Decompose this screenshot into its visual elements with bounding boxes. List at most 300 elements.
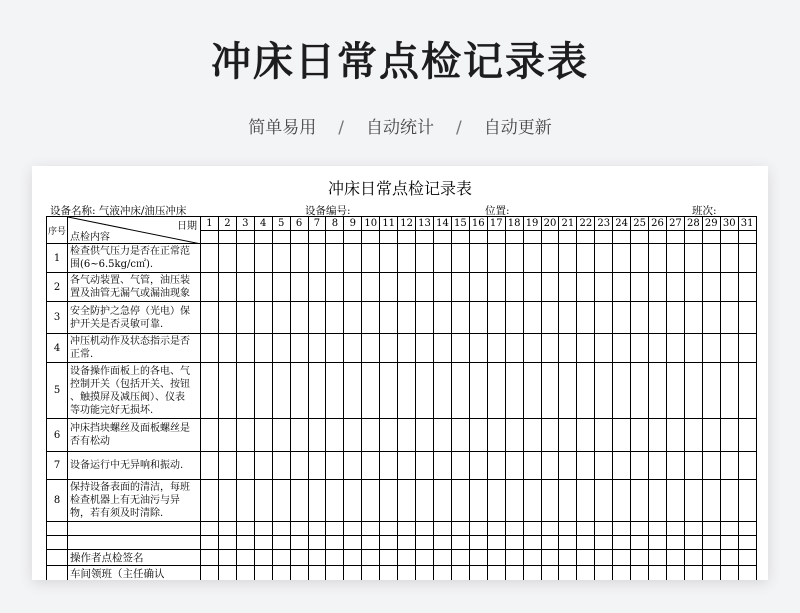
sign-cell[interactable]: [433, 550, 451, 566]
check-cell[interactable]: [649, 536, 667, 550]
check-cell[interactable]: [595, 363, 613, 419]
check-cell[interactable]: [577, 452, 595, 480]
check-cell[interactable]: [469, 452, 487, 480]
check-cell[interactable]: [451, 480, 469, 522]
check-cell[interactable]: [684, 363, 702, 419]
check-cell[interactable]: [344, 244, 362, 273]
check-cell[interactable]: [541, 273, 559, 302]
check-cell[interactable]: [218, 480, 236, 522]
check-cell[interactable]: [272, 244, 290, 273]
check-cell[interactable]: [684, 536, 702, 550]
check-cell[interactable]: [577, 334, 595, 363]
check-cell[interactable]: [236, 452, 254, 480]
check-cell[interactable]: [666, 273, 684, 302]
check-cell[interactable]: [201, 302, 219, 334]
check-cell[interactable]: [272, 480, 290, 522]
check-cell[interactable]: [577, 480, 595, 522]
check-cell[interactable]: [738, 522, 756, 536]
check-cell[interactable]: [666, 302, 684, 334]
check-cell[interactable]: [720, 273, 738, 302]
check-cell[interactable]: [362, 302, 380, 334]
sign-cell[interactable]: [469, 550, 487, 566]
check-cell[interactable]: [201, 244, 219, 273]
check-cell[interactable]: [666, 452, 684, 480]
check-cell[interactable]: [469, 536, 487, 550]
check-cell[interactable]: [201, 452, 219, 480]
sign-cell[interactable]: [398, 566, 416, 581]
check-cell[interactable]: [738, 536, 756, 550]
sign-cell[interactable]: [738, 550, 756, 566]
sign-cell[interactable]: [433, 566, 451, 581]
check-cell[interactable]: [254, 480, 272, 522]
check-cell[interactable]: [649, 302, 667, 334]
sign-cell[interactable]: [738, 566, 756, 581]
check-cell[interactable]: [720, 363, 738, 419]
check-cell[interactable]: [433, 273, 451, 302]
check-cell[interactable]: [684, 480, 702, 522]
sign-cell[interactable]: [254, 550, 272, 566]
check-cell[interactable]: [649, 363, 667, 419]
check-cell[interactable]: [469, 363, 487, 419]
sign-cell[interactable]: [559, 550, 577, 566]
check-cell[interactable]: [451, 419, 469, 452]
sign-cell[interactable]: [362, 566, 380, 581]
check-cell[interactable]: [344, 522, 362, 536]
sign-cell[interactable]: [201, 566, 219, 581]
check-cell[interactable]: [398, 480, 416, 522]
check-cell[interactable]: [272, 302, 290, 334]
check-cell[interactable]: [702, 302, 720, 334]
check-cell[interactable]: [577, 522, 595, 536]
check-cell[interactable]: [451, 302, 469, 334]
check-cell[interactable]: [308, 419, 326, 452]
check-cell[interactable]: [487, 536, 505, 550]
check-cell[interactable]: [613, 334, 631, 363]
check-cell[interactable]: [201, 334, 219, 363]
check-cell[interactable]: [433, 302, 451, 334]
check-cell[interactable]: [738, 334, 756, 363]
check-cell[interactable]: [236, 363, 254, 419]
check-cell[interactable]: [487, 334, 505, 363]
check-cell[interactable]: [684, 244, 702, 273]
check-cell[interactable]: [505, 334, 523, 363]
check-cell[interactable]: [398, 452, 416, 480]
check-cell[interactable]: [559, 302, 577, 334]
check-cell[interactable]: [631, 419, 649, 452]
check-cell[interactable]: [487, 452, 505, 480]
check-cell[interactable]: [433, 536, 451, 550]
check-cell[interactable]: [684, 522, 702, 536]
sign-cell[interactable]: [451, 550, 469, 566]
check-cell[interactable]: [559, 480, 577, 522]
check-cell[interactable]: [218, 536, 236, 550]
check-cell[interactable]: [720, 334, 738, 363]
check-cell[interactable]: [416, 480, 434, 522]
check-cell[interactable]: [738, 273, 756, 302]
check-cell[interactable]: [702, 480, 720, 522]
check-cell[interactable]: [308, 480, 326, 522]
check-cell[interactable]: [344, 452, 362, 480]
check-cell[interactable]: [631, 273, 649, 302]
sign-cell[interactable]: [523, 566, 541, 581]
sign-cell[interactable]: [505, 550, 523, 566]
check-cell[interactable]: [433, 334, 451, 363]
check-cell[interactable]: [254, 302, 272, 334]
check-cell[interactable]: [487, 302, 505, 334]
check-cell[interactable]: [254, 363, 272, 419]
check-cell[interactable]: [523, 536, 541, 550]
check-cell[interactable]: [613, 536, 631, 550]
check-cell[interactable]: [398, 522, 416, 536]
check-cell[interactable]: [416, 273, 434, 302]
sign-cell[interactable]: [595, 566, 613, 581]
check-cell[interactable]: [577, 419, 595, 452]
sign-cell[interactable]: [577, 566, 595, 581]
sign-cell[interactable]: [523, 550, 541, 566]
check-cell[interactable]: [236, 480, 254, 522]
check-cell[interactable]: [559, 363, 577, 419]
check-cell[interactable]: [505, 363, 523, 419]
check-cell[interactable]: [326, 302, 344, 334]
check-cell[interactable]: [236, 522, 254, 536]
sign-cell[interactable]: [308, 550, 326, 566]
check-cell[interactable]: [308, 363, 326, 419]
check-cell[interactable]: [290, 522, 308, 536]
check-cell[interactable]: [505, 419, 523, 452]
check-cell[interactable]: [505, 536, 523, 550]
check-cell[interactable]: [631, 302, 649, 334]
check-cell[interactable]: [272, 363, 290, 419]
sign-cell[interactable]: [326, 550, 344, 566]
check-cell[interactable]: [416, 419, 434, 452]
check-cell[interactable]: [523, 244, 541, 273]
check-cell[interactable]: [523, 419, 541, 452]
check-cell[interactable]: [613, 452, 631, 480]
check-cell[interactable]: [380, 244, 398, 273]
sign-cell[interactable]: [308, 566, 326, 581]
check-cell[interactable]: [541, 244, 559, 273]
check-cell[interactable]: [702, 334, 720, 363]
check-cell[interactable]: [595, 452, 613, 480]
check-cell[interactable]: [290, 273, 308, 302]
check-cell[interactable]: [254, 522, 272, 536]
check-cell[interactable]: [380, 452, 398, 480]
check-cell[interactable]: [416, 244, 434, 273]
check-cell[interactable]: [308, 334, 326, 363]
check-cell[interactable]: [541, 452, 559, 480]
check-cell[interactable]: [505, 244, 523, 273]
sign-cell[interactable]: [631, 566, 649, 581]
check-cell[interactable]: [559, 334, 577, 363]
check-cell[interactable]: [451, 536, 469, 550]
check-cell[interactable]: [254, 419, 272, 452]
check-cell[interactable]: [380, 522, 398, 536]
check-cell[interactable]: [344, 536, 362, 550]
sign-cell[interactable]: [344, 550, 362, 566]
check-cell[interactable]: [398, 302, 416, 334]
check-cell[interactable]: [613, 244, 631, 273]
check-cell[interactable]: [236, 273, 254, 302]
check-cell[interactable]: [487, 273, 505, 302]
sign-cell[interactable]: [272, 550, 290, 566]
check-cell[interactable]: [631, 363, 649, 419]
check-cell[interactable]: [398, 363, 416, 419]
check-cell[interactable]: [451, 363, 469, 419]
check-cell[interactable]: [559, 536, 577, 550]
check-cell[interactable]: [272, 419, 290, 452]
check-cell[interactable]: [595, 244, 613, 273]
check-cell[interactable]: [487, 419, 505, 452]
check-cell[interactable]: [433, 480, 451, 522]
check-cell[interactable]: [523, 334, 541, 363]
check-cell[interactable]: [416, 363, 434, 419]
check-cell[interactable]: [380, 480, 398, 522]
sign-cell[interactable]: [702, 566, 720, 581]
check-cell[interactable]: [469, 334, 487, 363]
sign-cell[interactable]: [469, 566, 487, 581]
sign-cell[interactable]: [416, 566, 434, 581]
check-cell[interactable]: [362, 334, 380, 363]
check-cell[interactable]: [290, 334, 308, 363]
check-cell[interactable]: [218, 273, 236, 302]
check-cell[interactable]: [666, 536, 684, 550]
check-cell[interactable]: [631, 452, 649, 480]
sign-cell[interactable]: [666, 550, 684, 566]
check-cell[interactable]: [362, 522, 380, 536]
check-cell[interactable]: [290, 244, 308, 273]
check-cell[interactable]: [380, 273, 398, 302]
check-cell[interactable]: [433, 522, 451, 536]
check-cell[interactable]: [218, 363, 236, 419]
check-cell[interactable]: [720, 302, 738, 334]
check-cell[interactable]: [631, 334, 649, 363]
check-cell[interactable]: [380, 536, 398, 550]
check-cell[interactable]: [469, 480, 487, 522]
check-cell[interactable]: [702, 244, 720, 273]
check-cell[interactable]: [416, 302, 434, 334]
check-cell[interactable]: [218, 452, 236, 480]
check-cell[interactable]: [523, 302, 541, 334]
check-cell[interactable]: [218, 302, 236, 334]
sign-cell[interactable]: [236, 550, 254, 566]
sign-cell[interactable]: [684, 566, 702, 581]
check-cell[interactable]: [451, 273, 469, 302]
check-cell[interactable]: [649, 419, 667, 452]
check-cell[interactable]: [559, 273, 577, 302]
check-cell[interactable]: [684, 452, 702, 480]
check-cell[interactable]: [577, 363, 595, 419]
check-cell[interactable]: [201, 536, 219, 550]
check-cell[interactable]: [649, 334, 667, 363]
check-cell[interactable]: [326, 522, 344, 536]
check-cell[interactable]: [344, 480, 362, 522]
check-cell[interactable]: [236, 244, 254, 273]
sign-cell[interactable]: [649, 566, 667, 581]
check-cell[interactable]: [523, 363, 541, 419]
check-cell[interactable]: [523, 522, 541, 536]
check-cell[interactable]: [380, 419, 398, 452]
sign-cell[interactable]: [416, 550, 434, 566]
sign-cell[interactable]: [505, 566, 523, 581]
check-cell[interactable]: [595, 480, 613, 522]
check-cell[interactable]: [236, 419, 254, 452]
check-cell[interactable]: [362, 536, 380, 550]
check-cell[interactable]: [702, 363, 720, 419]
check-cell[interactable]: [649, 452, 667, 480]
check-cell[interactable]: [666, 363, 684, 419]
check-cell[interactable]: [702, 273, 720, 302]
check-cell[interactable]: [720, 419, 738, 452]
sign-cell[interactable]: [380, 566, 398, 581]
check-cell[interactable]: [272, 522, 290, 536]
check-cell[interactable]: [344, 419, 362, 452]
check-cell[interactable]: [272, 536, 290, 550]
check-cell[interactable]: [398, 244, 416, 273]
check-cell[interactable]: [218, 334, 236, 363]
check-cell[interactable]: [344, 363, 362, 419]
check-cell[interactable]: [613, 363, 631, 419]
check-cell[interactable]: [326, 480, 344, 522]
check-cell[interactable]: [720, 522, 738, 536]
check-cell[interactable]: [559, 244, 577, 273]
sign-cell[interactable]: [451, 566, 469, 581]
check-cell[interactable]: [666, 419, 684, 452]
check-cell[interactable]: [362, 363, 380, 419]
check-cell[interactable]: [433, 363, 451, 419]
check-cell[interactable]: [433, 419, 451, 452]
check-cell[interactable]: [595, 302, 613, 334]
check-cell[interactable]: [613, 522, 631, 536]
check-cell[interactable]: [218, 419, 236, 452]
check-cell[interactable]: [326, 363, 344, 419]
check-cell[interactable]: [631, 522, 649, 536]
check-cell[interactable]: [362, 452, 380, 480]
check-cell[interactable]: [595, 334, 613, 363]
check-cell[interactable]: [487, 522, 505, 536]
check-cell[interactable]: [523, 480, 541, 522]
check-cell[interactable]: [254, 452, 272, 480]
check-cell[interactable]: [702, 536, 720, 550]
check-cell[interactable]: [469, 273, 487, 302]
sign-cell[interactable]: [684, 550, 702, 566]
sign-cell[interactable]: [218, 550, 236, 566]
sign-cell[interactable]: [631, 550, 649, 566]
check-cell[interactable]: [613, 302, 631, 334]
check-cell[interactable]: [362, 273, 380, 302]
check-cell[interactable]: [290, 480, 308, 522]
check-cell[interactable]: [326, 334, 344, 363]
check-cell[interactable]: [272, 273, 290, 302]
sign-cell[interactable]: [577, 550, 595, 566]
check-cell[interactable]: [702, 419, 720, 452]
check-cell[interactable]: [308, 536, 326, 550]
sign-cell[interactable]: [613, 566, 631, 581]
check-cell[interactable]: [201, 522, 219, 536]
check-cell[interactable]: [469, 302, 487, 334]
check-cell[interactable]: [290, 419, 308, 452]
check-cell[interactable]: [541, 302, 559, 334]
check-cell[interactable]: [487, 244, 505, 273]
check-cell[interactable]: [201, 419, 219, 452]
check-cell[interactable]: [541, 536, 559, 550]
check-cell[interactable]: [201, 363, 219, 419]
check-cell[interactable]: [326, 419, 344, 452]
check-cell[interactable]: [595, 419, 613, 452]
check-cell[interactable]: [720, 536, 738, 550]
sign-cell[interactable]: [380, 550, 398, 566]
check-cell[interactable]: [702, 522, 720, 536]
check-cell[interactable]: [613, 419, 631, 452]
sign-cell[interactable]: [254, 566, 272, 581]
check-cell[interactable]: [416, 452, 434, 480]
check-cell[interactable]: [738, 452, 756, 480]
sign-cell[interactable]: [326, 566, 344, 581]
check-cell[interactable]: [505, 480, 523, 522]
check-cell[interactable]: [290, 452, 308, 480]
check-cell[interactable]: [649, 480, 667, 522]
check-cell[interactable]: [541, 480, 559, 522]
sign-cell[interactable]: [201, 550, 219, 566]
check-cell[interactable]: [720, 244, 738, 273]
check-cell[interactable]: [272, 334, 290, 363]
check-cell[interactable]: [649, 273, 667, 302]
sign-cell[interactable]: [236, 566, 254, 581]
check-cell[interactable]: [684, 302, 702, 334]
sign-cell[interactable]: [666, 566, 684, 581]
check-cell[interactable]: [380, 302, 398, 334]
check-cell[interactable]: [308, 244, 326, 273]
check-cell[interactable]: [523, 273, 541, 302]
check-cell[interactable]: [541, 419, 559, 452]
check-cell[interactable]: [487, 480, 505, 522]
check-cell[interactable]: [308, 452, 326, 480]
sign-cell[interactable]: [487, 550, 505, 566]
check-cell[interactable]: [649, 522, 667, 536]
check-cell[interactable]: [451, 244, 469, 273]
check-cell[interactable]: [272, 452, 290, 480]
check-cell[interactable]: [344, 334, 362, 363]
check-cell[interactable]: [666, 522, 684, 536]
check-cell[interactable]: [577, 302, 595, 334]
check-cell[interactable]: [559, 419, 577, 452]
check-cell[interactable]: [738, 419, 756, 452]
sign-cell[interactable]: [541, 550, 559, 566]
check-cell[interactable]: [326, 273, 344, 302]
check-cell[interactable]: [505, 273, 523, 302]
check-cell[interactable]: [541, 522, 559, 536]
check-cell[interactable]: [523, 452, 541, 480]
sign-cell[interactable]: [290, 566, 308, 581]
check-cell[interactable]: [505, 302, 523, 334]
check-cell[interactable]: [254, 244, 272, 273]
check-cell[interactable]: [344, 302, 362, 334]
check-cell[interactable]: [577, 244, 595, 273]
check-cell[interactable]: [577, 273, 595, 302]
check-cell[interactable]: [380, 363, 398, 419]
check-cell[interactable]: [505, 522, 523, 536]
sign-cell[interactable]: [362, 550, 380, 566]
check-cell[interactable]: [326, 244, 344, 273]
check-cell[interactable]: [433, 244, 451, 273]
check-cell[interactable]: [451, 522, 469, 536]
check-cell[interactable]: [344, 273, 362, 302]
check-cell[interactable]: [595, 536, 613, 550]
check-cell[interactable]: [380, 334, 398, 363]
check-cell[interactable]: [362, 419, 380, 452]
sign-cell[interactable]: [720, 550, 738, 566]
check-cell[interactable]: [218, 522, 236, 536]
check-cell[interactable]: [738, 480, 756, 522]
